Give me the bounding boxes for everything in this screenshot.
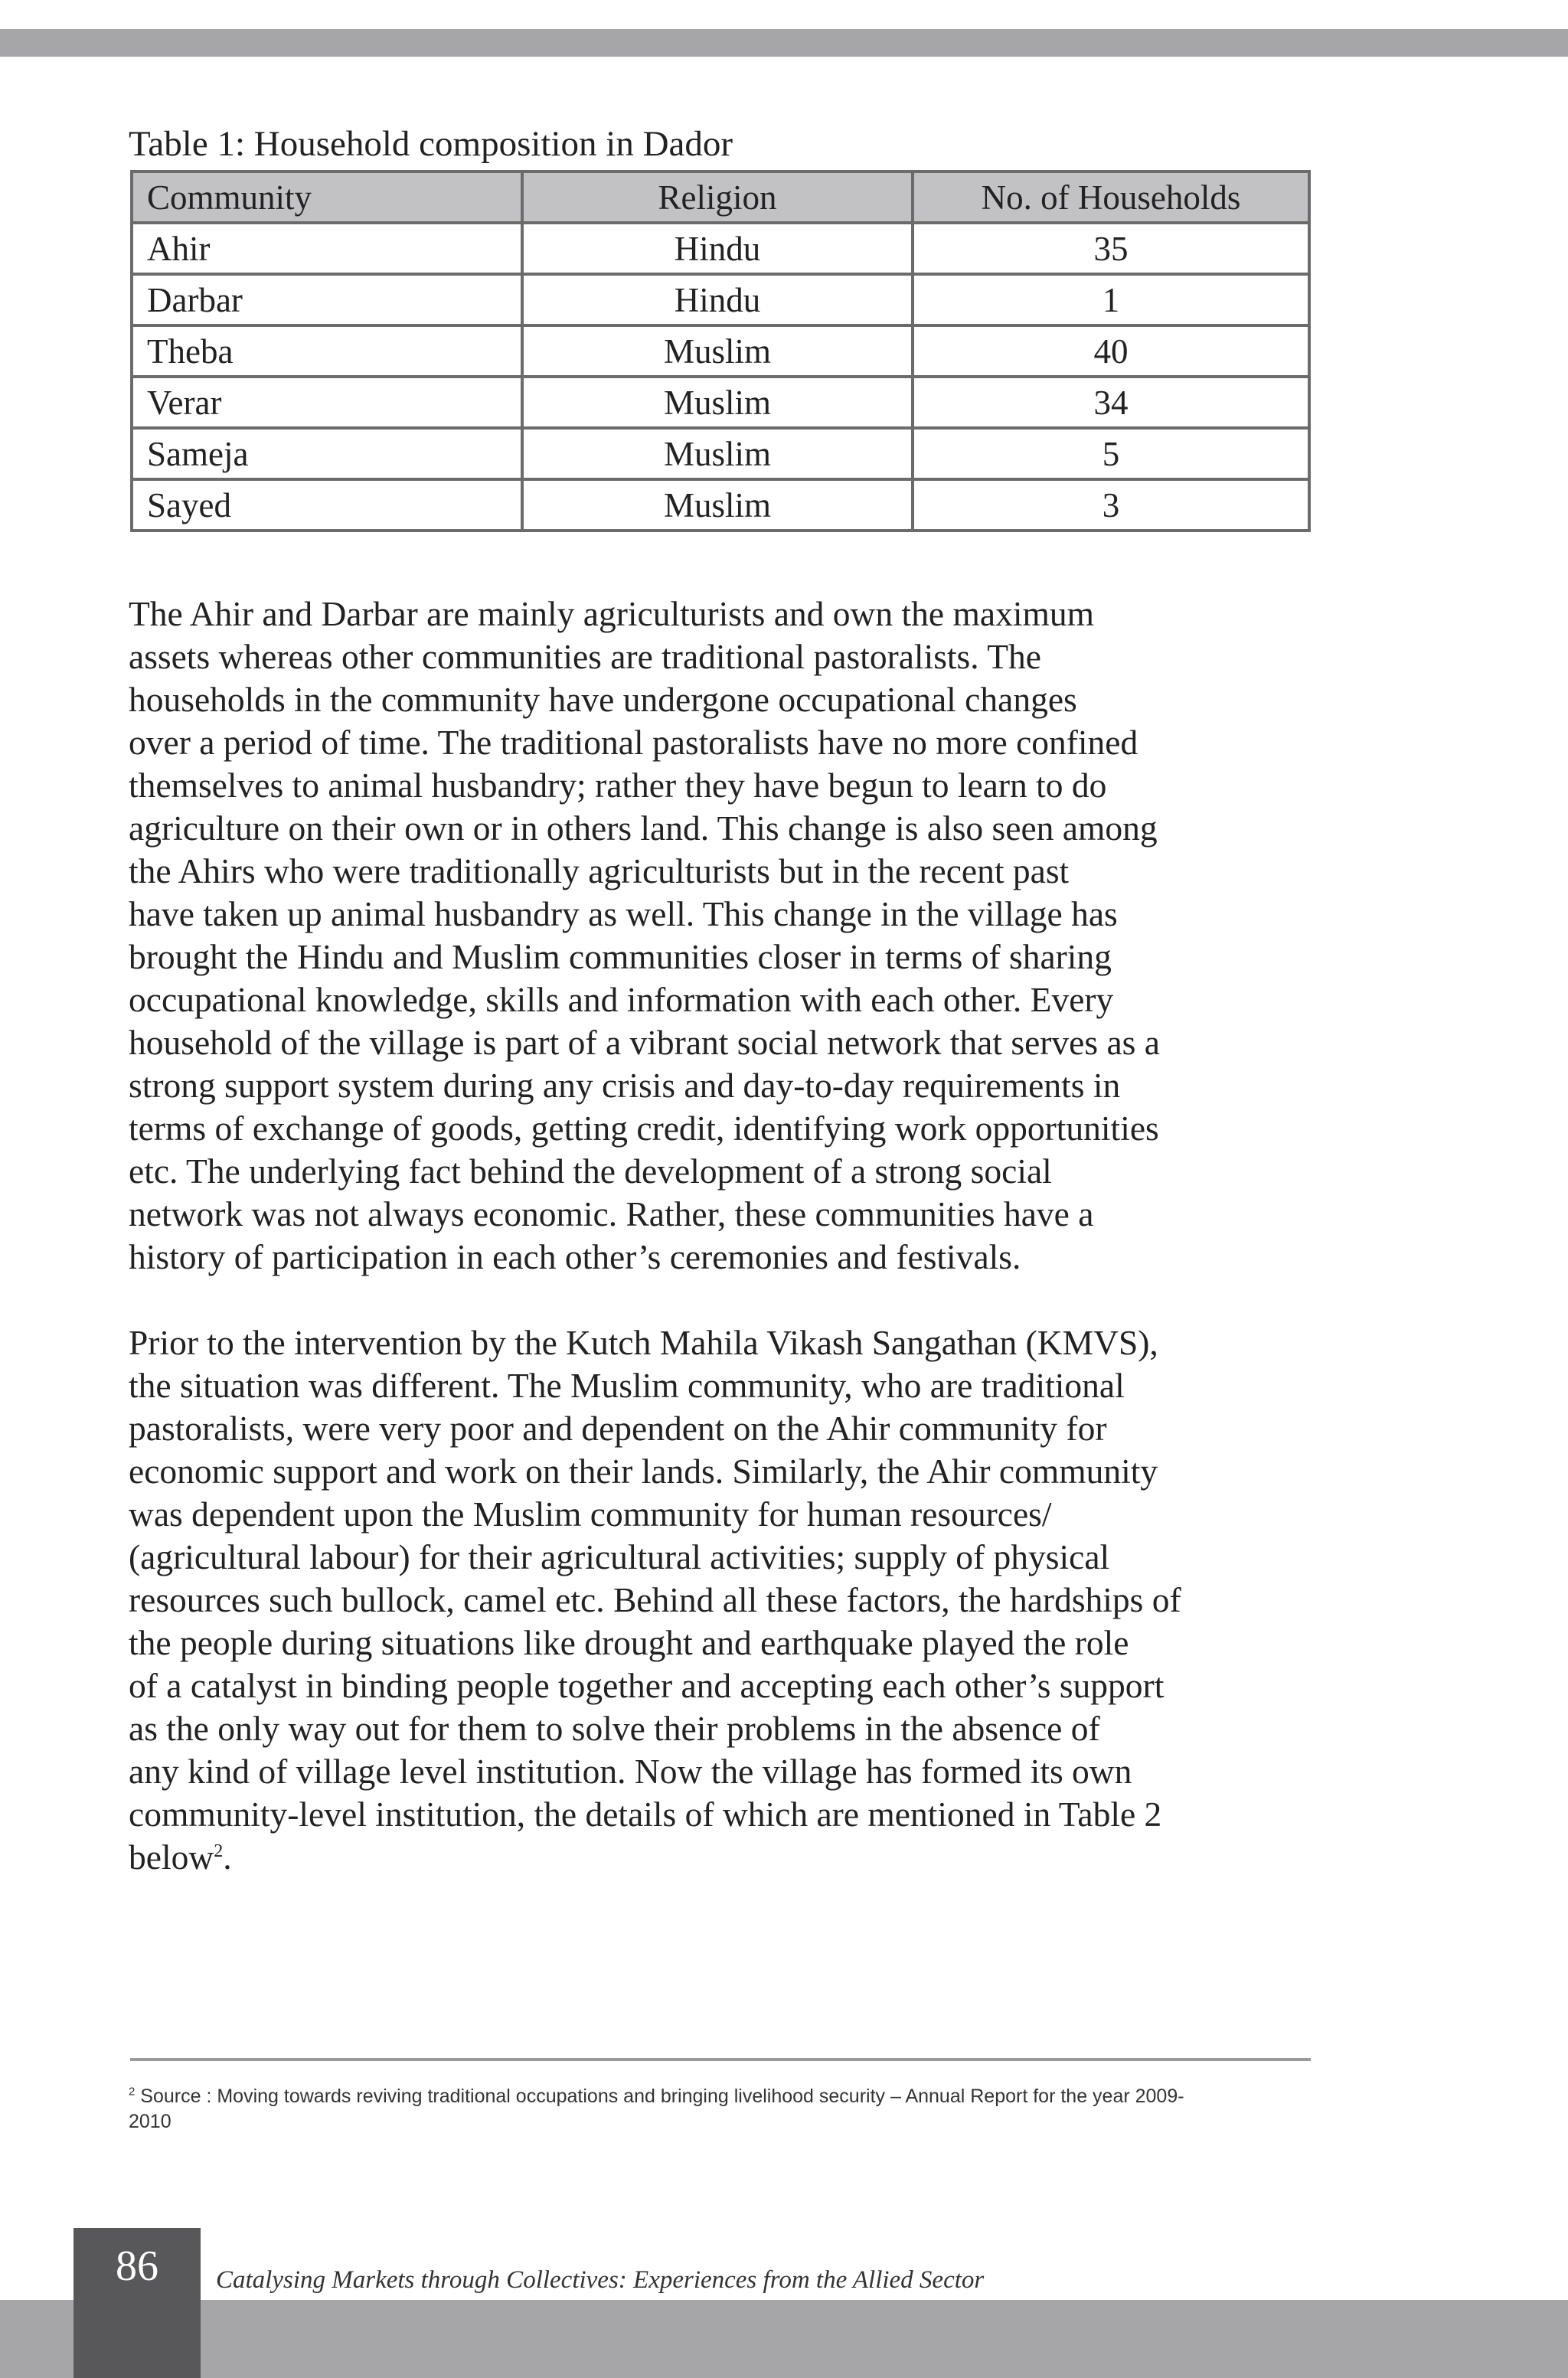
- text-line: any kind of village level institution. Now the village has formed its own: [129, 1752, 1132, 1791]
- text-line: community-level institution, the details of which are mentioned in Table 2: [129, 1795, 1162, 1834]
- cell-households: 34: [913, 377, 1309, 428]
- header-band: [0, 29, 1568, 57]
- text-line: agriculture on their own or in others land. This change is also seen among: [129, 808, 1158, 848]
- text-line: resources such bullock, camel etc. Behind all these factors, the hardships of: [129, 1580, 1181, 1619]
- cell-community: Verar: [132, 377, 522, 428]
- text-line: assets whereas other communities are traditional pastoralists. The: [129, 637, 1041, 676]
- last-line-period: .: [223, 1837, 232, 1877]
- text-line: terms of exchange of goods, getting credit, identifying work opportunities: [129, 1109, 1159, 1148]
- cell-religion: Hindu: [522, 223, 913, 274]
- footnote-marker: 2: [129, 2085, 136, 2099]
- text-line: household of the village is part of a vibrant social network that serves as a: [129, 1023, 1160, 1062]
- table-row: [132, 325, 1309, 377]
- footnote: [129, 2084, 1323, 2135]
- cell-community: Ahir: [132, 223, 522, 274]
- text-line: pastoralists, were very poor and dependent on the Ahir community for: [129, 1409, 1107, 1448]
- household-table: [130, 170, 1311, 532]
- footnote-divider: [130, 2058, 1311, 2061]
- last-line-text: below: [129, 1837, 214, 1877]
- running-footer-title: Catalysing Markets through Collectives: Experiences from the Allied Sector: [216, 2266, 985, 2294]
- cell-households: 3: [913, 479, 1309, 531]
- cell-households: 1: [913, 274, 1309, 325]
- text-line: Prior to the intervention by the Kutch Mahila Vikash Sangathan (KMVS),: [129, 1323, 1158, 1362]
- table-row: [132, 428, 1309, 479]
- footnote-text: Source : Moving towards reviving traditional occupations and bringing livelihood security – Annual Report for the year 2009-: [140, 2086, 1184, 2107]
- text-line: The Ahir and Darbar are mainly agriculturists and own the maximum: [129, 594, 1095, 633]
- cell-community: Theba: [132, 325, 522, 377]
- text-line: over a period of time. The traditional pastoralists have no more confined: [129, 723, 1138, 762]
- footer-band: [0, 2300, 1568, 2378]
- text-line: the situation was different. The Muslim community, who are traditional: [129, 1366, 1125, 1405]
- footnote-reference: 2: [214, 1841, 224, 1861]
- cell-religion: Muslim: [522, 479, 913, 531]
- header-community: Community: [132, 171, 522, 223]
- cell-religion: Hindu: [522, 274, 913, 325]
- text-line: history of participation in each other’s ceremonies and festivals.: [129, 1237, 1021, 1276]
- cell-religion: Muslim: [522, 428, 913, 479]
- table-row: [132, 223, 1309, 274]
- text-line: network was not always economic. Rather, these communities have a: [129, 1194, 1094, 1233]
- header-religion: Religion: [522, 171, 913, 223]
- cell-community: Sayed: [132, 479, 522, 531]
- text-line: occupational knowledge, skills and information with each other. Every: [129, 980, 1114, 1019]
- text-line: themselves to animal husbandry; rather they have begun to learn to do: [129, 766, 1107, 805]
- text-line: economic support and work on their lands. Similarly, the Ahir community: [129, 1452, 1158, 1491]
- text-line: was dependent upon the Muslim community for human resources/: [129, 1494, 1052, 1534]
- paragraph-kmvs-intervention: [129, 1321, 1323, 1879]
- text-line-last: [129, 1836, 1323, 1879]
- cell-households: 5: [913, 428, 1309, 479]
- text-line: strong support system during any crisis and day-to-day requirements in: [129, 1066, 1121, 1105]
- cell-households: 40: [913, 325, 1309, 377]
- page-number-box: [74, 2228, 201, 2378]
- text-line: households in the community have undergone occupational changes: [129, 680, 1077, 719]
- text-line: (agricultural labour) for their agricultural activities; supply of physical: [129, 1537, 1110, 1576]
- text-line: etc. The underlying fact behind the development of a strong social: [129, 1151, 1052, 1191]
- cell-community: Darbar: [132, 274, 522, 325]
- header-households: No. of Households: [913, 171, 1309, 223]
- text-line: of a catalyst in binding people together and accepting each other’s support: [129, 1666, 1165, 1705]
- table-header-row: [132, 171, 1309, 223]
- table-row: [132, 274, 1309, 325]
- cell-religion: Muslim: [522, 377, 913, 428]
- footnote-text-cont: 2010: [129, 2111, 172, 2132]
- text-line: the Ahirs who were traditionally agriculturists but in the recent past: [129, 851, 1070, 890]
- text-line: have taken up animal husbandry as well. This change in the village has: [129, 894, 1118, 933]
- cell-religion: Muslim: [522, 325, 913, 377]
- text-line: the people during situations like drought and earthquake played the role: [129, 1623, 1129, 1662]
- table-caption: Table 1: Household composition in Dador: [129, 124, 733, 164]
- text-line: as the only way out for them to solve their problems in the absence of: [129, 1709, 1100, 1748]
- paragraph-occupations: [129, 593, 1323, 1279]
- cell-households: 35: [913, 223, 1309, 274]
- page-number: 86: [116, 2242, 158, 2290]
- table-row: [132, 479, 1309, 531]
- table-row: [132, 377, 1309, 428]
- cell-community: Sameja: [132, 428, 522, 479]
- text-line: brought the Hindu and Muslim communities closer in terms of sharing: [129, 937, 1112, 976]
